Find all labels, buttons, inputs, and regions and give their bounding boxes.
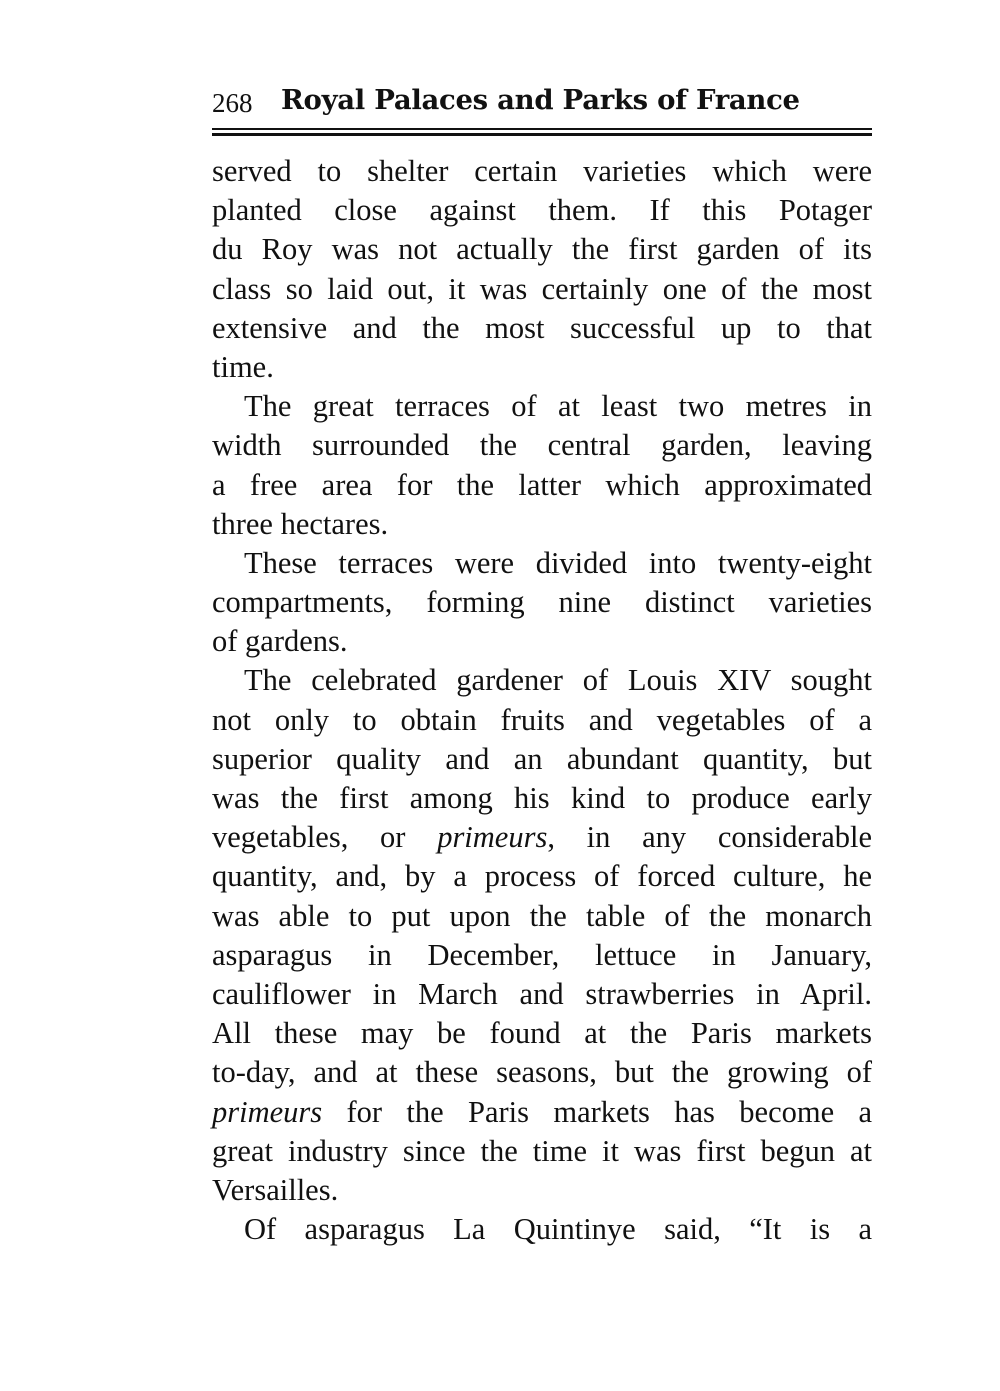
text-segment: asparagus in December, lettuce in January, [212, 937, 872, 972]
text-segment: All these may be found at the Paris markets [212, 1016, 872, 1051]
text-line [212, 1014, 872, 1053]
text-segment: compartments, forming nine distinct varieties [212, 585, 872, 620]
text-segment: of gardens. [212, 624, 348, 659]
text-line [212, 544, 872, 583]
text-segment: vegetables, or [212, 820, 438, 855]
text-line [212, 583, 872, 622]
text-line [212, 309, 872, 348]
text-segment: time. [212, 349, 274, 384]
italic-term: primeurs [212, 1094, 323, 1129]
text-segment: great industry since the time it was first begun at [212, 1133, 872, 1168]
text-line [212, 152, 872, 191]
page-number: 268 [212, 88, 253, 118]
text-segment: not only to obtain fruits and vegetables of a [212, 702, 872, 737]
text-segment: Of asparagus La Quintinye said, “It is a [244, 1212, 872, 1247]
text-segment: cauliflower in March and strawberries in April. [212, 976, 872, 1011]
text-line [212, 348, 872, 387]
text-line [212, 505, 872, 544]
text-segment: du Roy was not actually the first garden of its [212, 232, 872, 267]
text-line [212, 426, 872, 465]
text-line [212, 975, 872, 1014]
text-segment: was able to put upon the table of the monarch [212, 898, 872, 933]
text-line [212, 701, 872, 740]
paragraph [212, 152, 872, 387]
text-line [212, 270, 872, 309]
running-header [212, 84, 872, 124]
header-rule-thin [212, 128, 872, 130]
text-line [212, 1210, 872, 1249]
text-line [212, 740, 872, 779]
text-line [212, 387, 872, 426]
text-line [212, 466, 872, 505]
running-title: Royal Palaces and Parks of France [281, 84, 800, 116]
text-segment: extensive and the most successful up to that [212, 310, 872, 345]
text-line [212, 191, 872, 230]
text-line [212, 936, 872, 975]
text-line [212, 818, 872, 857]
text-segment: was the first among his kind to produce early [212, 781, 872, 815]
text-segment: served to shelter certain varieties which were [212, 154, 872, 188]
text-line [212, 1093, 872, 1132]
paragraph [212, 387, 872, 544]
text-line [212, 779, 872, 818]
body-text [212, 152, 872, 1249]
text-segment: Versailles. [212, 1172, 339, 1207]
paragraph [212, 661, 872, 1210]
text-line [212, 622, 872, 661]
text-segment: planted close against them. If this Potager [212, 193, 872, 228]
header-rule-thick [212, 133, 872, 136]
text-line [212, 897, 872, 936]
text-segment: The celebrated gardener of Louis XIV sought [244, 663, 872, 698]
text-segment: The great terraces of at least two metres in [244, 389, 872, 424]
text-line [212, 857, 872, 896]
text-segment: quantity, and, by a process of forced culture, he [212, 859, 872, 894]
text-line [212, 230, 872, 269]
text-segment: a free area for the latter which approximated [212, 467, 872, 502]
text-segment: to-day, and at these seasons, but the growing of [212, 1055, 872, 1090]
italic-term: primeurs [437, 820, 548, 855]
text-segment: width surrounded the central garden, leaving [212, 428, 872, 463]
text-segment: three hectares. [212, 506, 389, 541]
text-line [212, 1171, 872, 1210]
text-line [212, 1053, 872, 1092]
paragraph [212, 1210, 872, 1249]
text-segment: class so laid out, it was certainly one of the most [212, 271, 872, 306]
text-line [212, 661, 872, 700]
text-segment: These terraces were divided into twenty-eight [244, 545, 872, 580]
text-line [212, 1132, 872, 1171]
text-segment: for the Paris markets has become a [322, 1094, 872, 1129]
paragraph [212, 544, 872, 662]
text-segment: superior quality and an abundant quantity, but [212, 741, 872, 776]
text-segment: , in any considerable [547, 820, 873, 855]
